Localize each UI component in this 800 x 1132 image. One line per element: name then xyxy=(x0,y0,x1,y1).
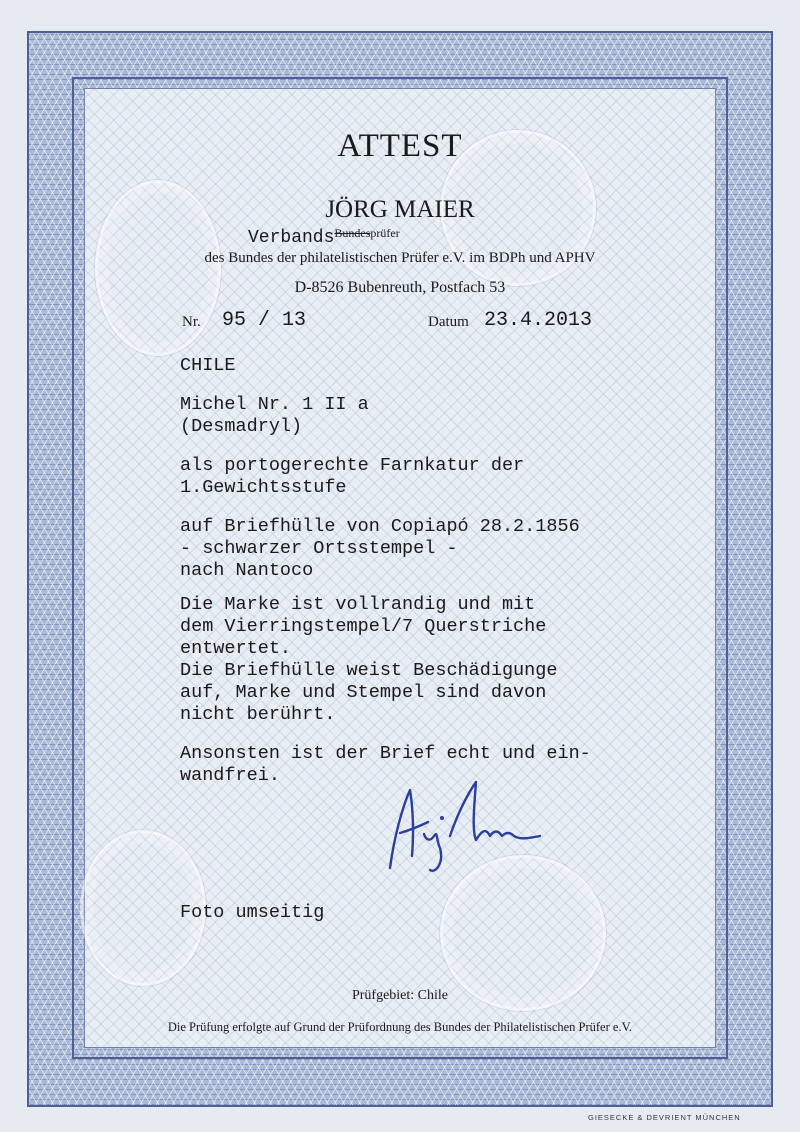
examiner-role xyxy=(248,228,400,248)
role-struck-word: Bundes xyxy=(334,226,371,240)
signature xyxy=(380,778,560,878)
exam-area: Prüfgebiet: Chile xyxy=(351,988,449,1003)
address: D-8526 Bubenreuth, Postfach 53 xyxy=(294,279,506,296)
catalog-line: (Desmadryl) xyxy=(180,416,303,437)
cover-line: - schwarzer Ortsstempel - xyxy=(180,538,458,559)
condition-line: Die Briefhülle weist Beschädigunge xyxy=(180,660,558,681)
catalog-line: Michel Nr. 1 II a xyxy=(180,394,369,415)
conclusion-line: wandfrei. xyxy=(180,765,280,786)
signature-stroke xyxy=(390,782,540,871)
number-label: Nr. xyxy=(182,314,201,330)
document-title: ATTEST xyxy=(337,128,463,164)
association: des Bundes der philatelistischen Prüfer e.V. im BDPh und APHV xyxy=(204,250,596,266)
condition-line: dem Vierringstempel/7 Querstriche xyxy=(180,616,547,637)
franking-line: als portogerechte Farnkatur der xyxy=(180,455,525,476)
conclusion-line: Ansonsten ist der Brief echt und ein- xyxy=(180,743,591,764)
photo-note: Foto umseitig xyxy=(180,902,325,923)
examiner-name: JÖRG MAIER xyxy=(325,196,475,223)
franking-line: 1.Gewichtsstufe xyxy=(180,477,347,498)
role-suffix: prüfer xyxy=(370,226,400,240)
date-value: 23.4.2013 xyxy=(484,309,593,332)
country: CHILE xyxy=(180,355,236,376)
certificate-body xyxy=(180,355,680,787)
condition-line: entwertet. xyxy=(180,638,292,659)
cover-line: nach Nantoco xyxy=(180,560,314,581)
signature-dot xyxy=(440,816,444,820)
role-prefix: Verbands xyxy=(248,228,335,248)
cover-line: auf Briefhülle von Copiapó 28.2.1856 xyxy=(180,516,580,537)
printer-imprint: GIESECKE & DEVRIENT MÜNCHEN xyxy=(588,1113,741,1122)
number-value: 95 / 13 xyxy=(222,309,307,332)
condition-line: nicht berührt. xyxy=(180,704,336,725)
exam-notice: Die Prüfung erfolgte auf Grund der Prüfordnung des Bundes der Philatelistischen Prüfer e.V. xyxy=(167,1020,633,1034)
condition-line: Die Marke ist vollrandig und mit xyxy=(180,594,536,615)
date-label: Datum xyxy=(428,314,469,330)
condition-line: auf, Marke und Stempel sind davon xyxy=(180,682,547,703)
